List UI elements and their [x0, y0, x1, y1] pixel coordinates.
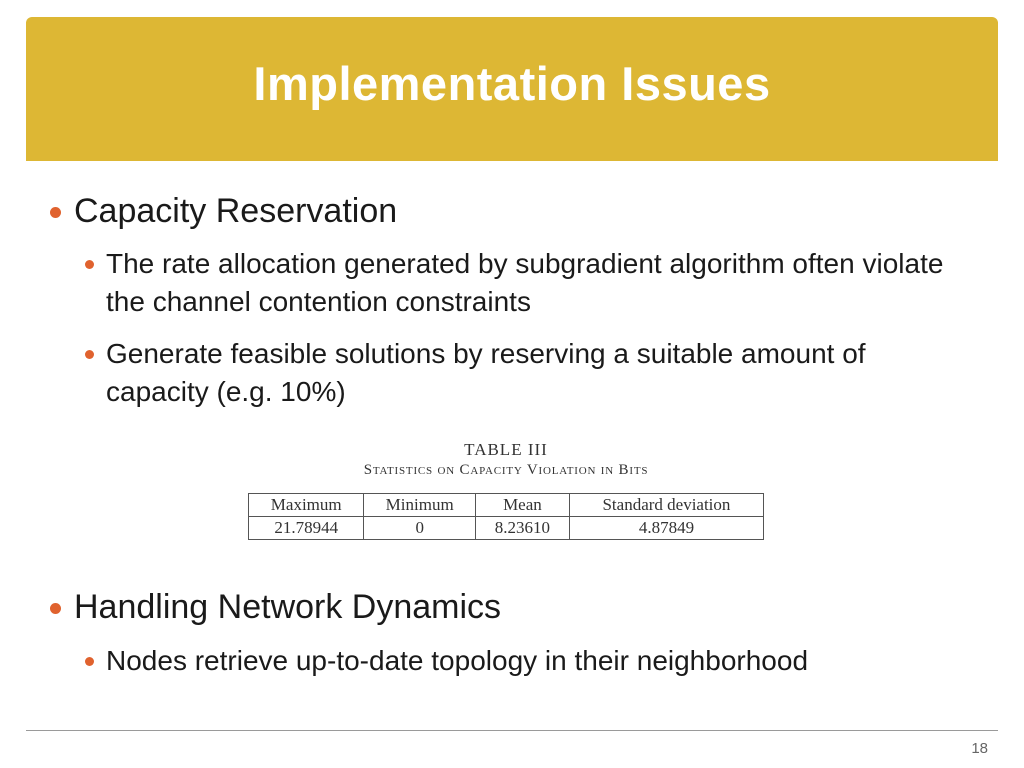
table-row	[249, 517, 764, 540]
table-cell: 0	[364, 517, 476, 540]
bullet-dot-icon	[50, 207, 61, 218]
table-header-cell: Maximum	[249, 494, 364, 517]
bullet-handling-network-dynamics	[50, 588, 501, 626]
bullet-text: Capacity Reservation	[74, 192, 398, 230]
bullet-dot-icon	[85, 350, 94, 359]
statistics-table-figure	[248, 440, 764, 540]
table-caption-number: TABLE III	[464, 440, 548, 459]
table-cell: 4.87849	[569, 517, 763, 540]
table-cell: 8.23610	[475, 517, 569, 540]
table-header-cell: Standard deviation	[569, 494, 763, 517]
statistics-table	[248, 493, 764, 540]
table-caption-title: Statistics on Capacity Violation in Bits	[363, 462, 649, 478]
sub-bullet-text: Generate feasible solutions by reserving a suitable amount of capacity (e.g. 10%)	[106, 338, 866, 407]
bullet-dot-icon	[85, 657, 94, 666]
footer-divider	[26, 730, 998, 731]
table-header-cell: Mean	[475, 494, 569, 517]
sub-bullet-nodes-retrieve	[85, 642, 965, 680]
title-bar	[26, 17, 998, 161]
sub-bullet-text: The rate allocation generated by subgradient algorithm often violate the channel contention constraints	[106, 248, 944, 317]
bullet-capacity-reservation	[50, 192, 397, 230]
sub-bullet-text: Nodes retrieve up-to-date topology in their neighborhood	[106, 645, 809, 676]
bullet-dot-icon	[50, 603, 61, 614]
table-cell: 21.78944	[249, 517, 364, 540]
bullet-dot-icon	[85, 260, 94, 269]
table-header-cell: Minimum	[364, 494, 476, 517]
slide-title: Implementation Issues	[253, 56, 771, 110]
page-number: 18	[971, 740, 988, 757]
table-header-row	[249, 494, 764, 517]
bullet-text: Handling Network Dynamics	[74, 588, 502, 626]
sub-bullet-feasible-solutions	[85, 335, 965, 411]
sub-bullet-rate-allocation	[85, 245, 965, 321]
